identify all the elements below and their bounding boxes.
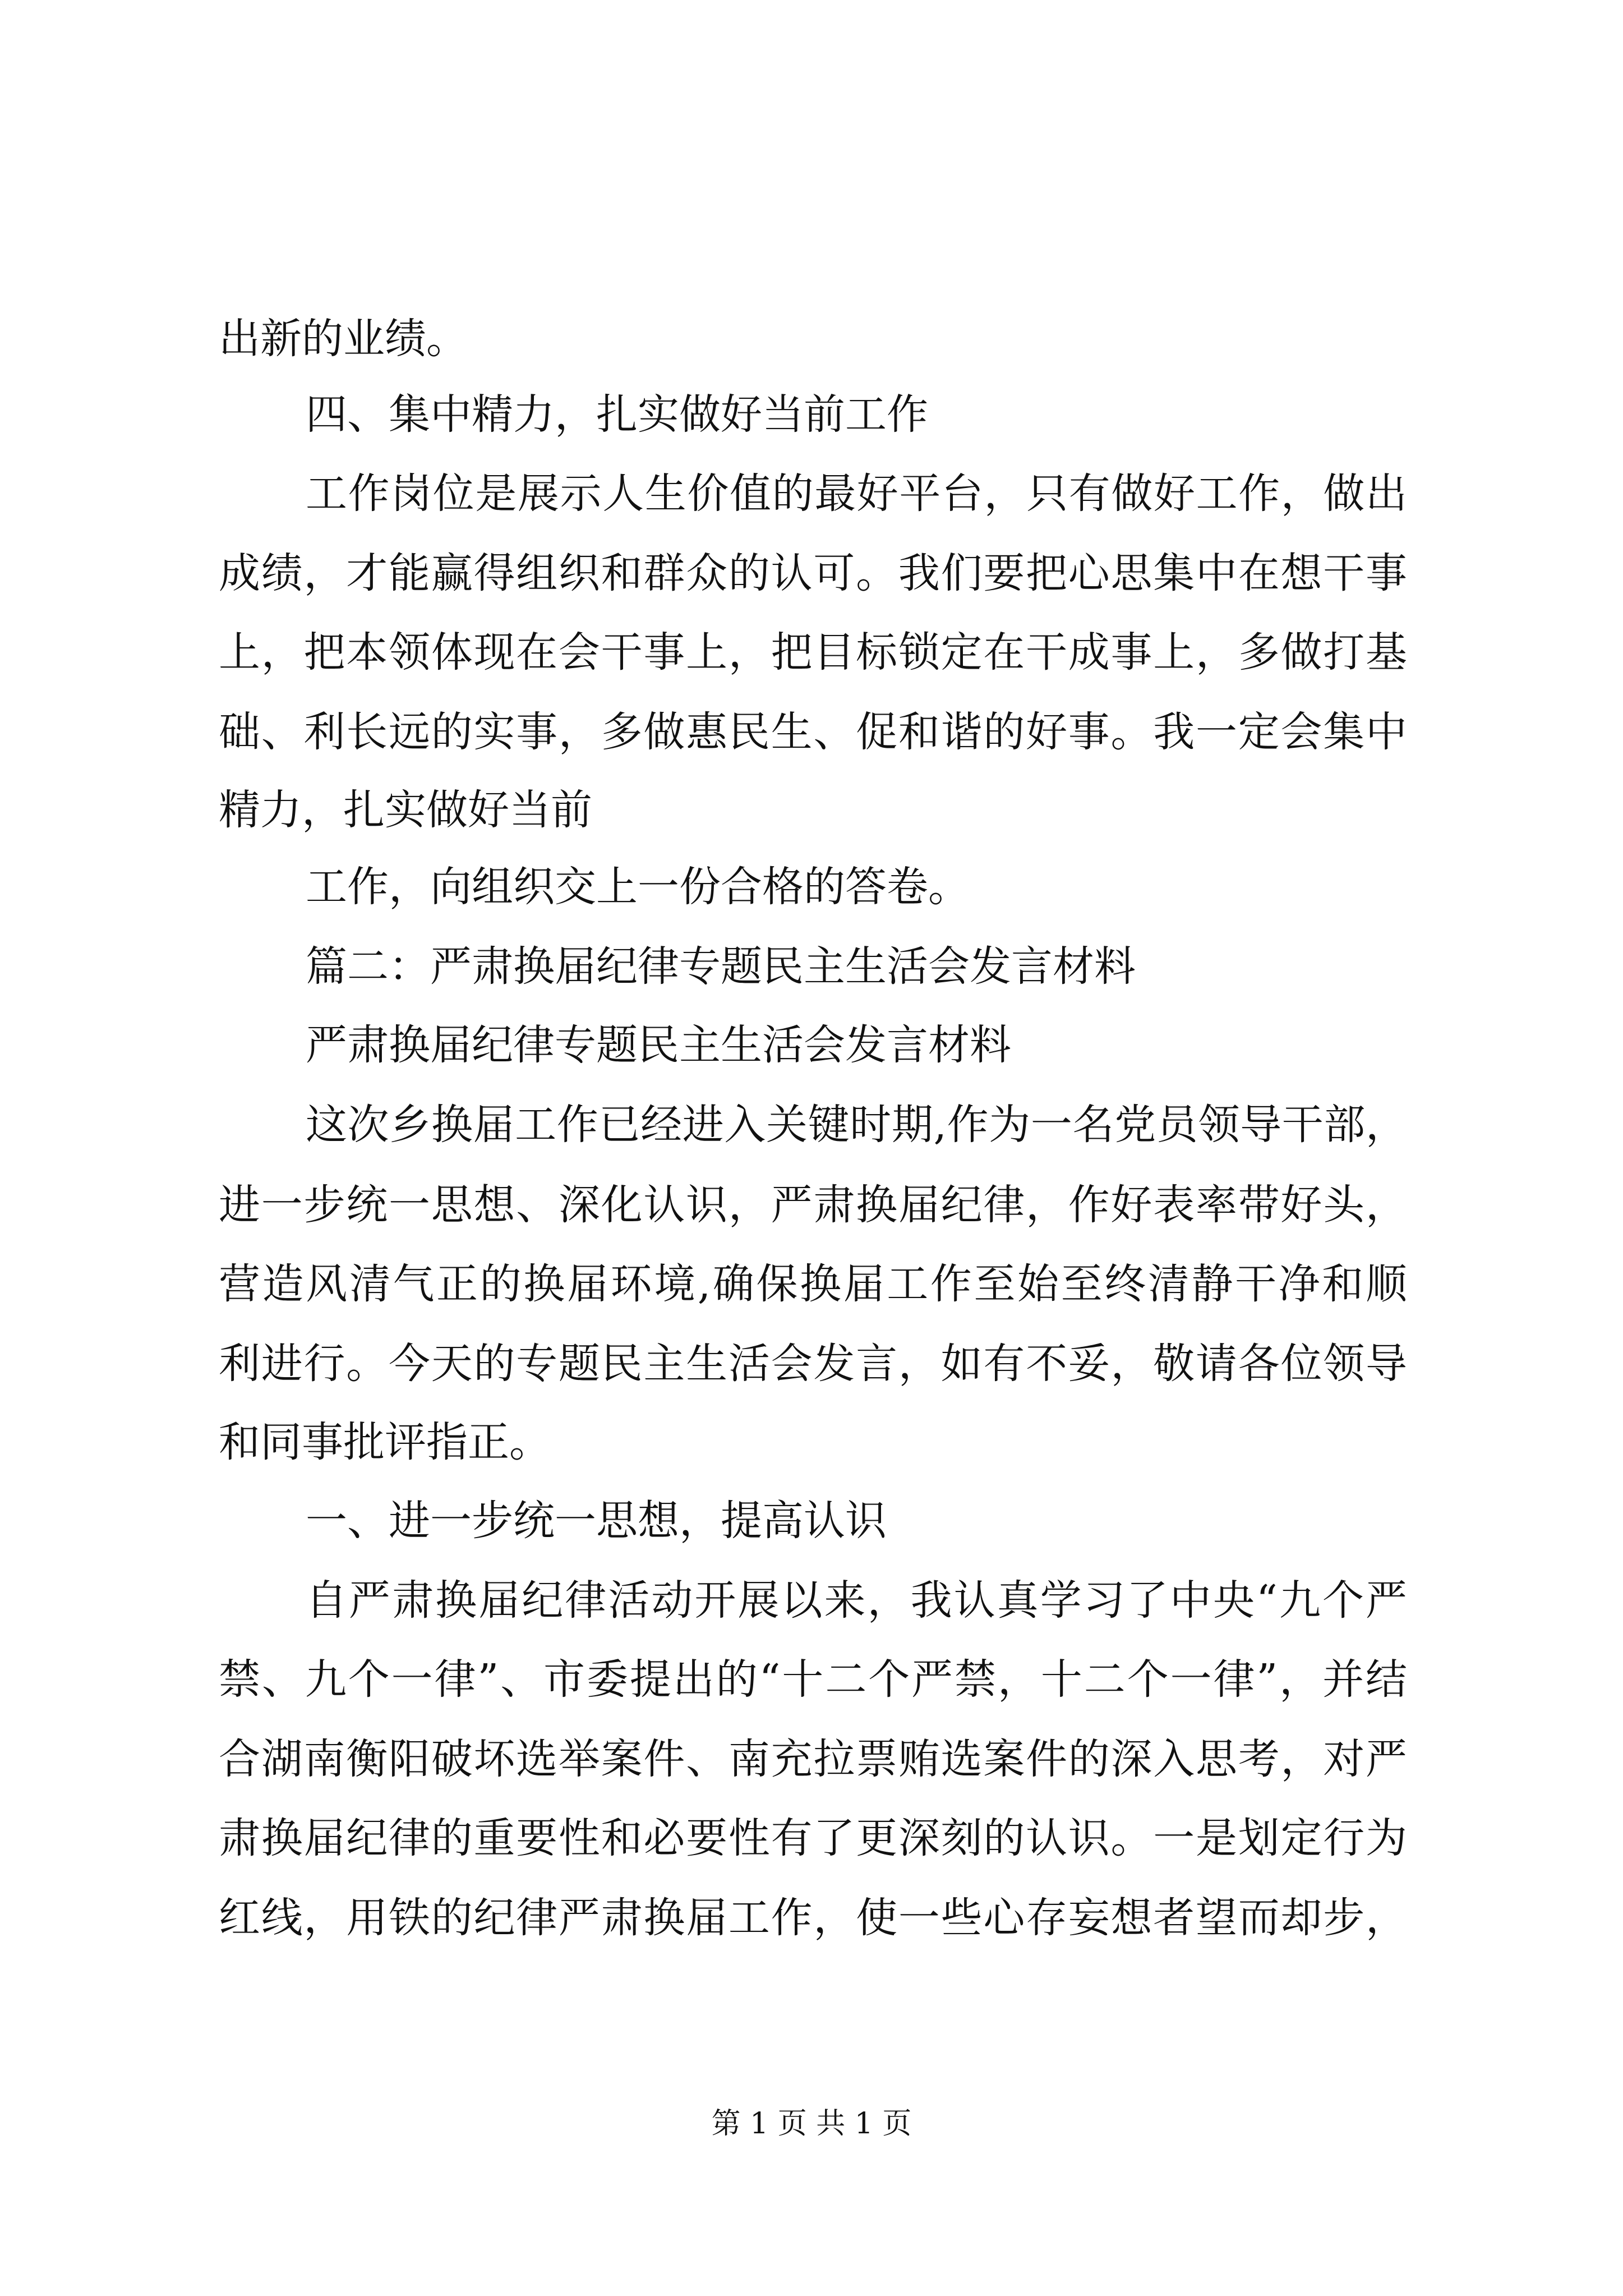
body-text-line: 成绩，才能赢得组织和群众的认可。我们要把心思集中在想干事	[219, 549, 1407, 597]
body-text-line: 精力，扎实做好当前	[219, 786, 592, 834]
page-footer: 第 1 页 共 1 页	[711, 2107, 912, 2141]
body-text-line: 础、利长远的实事，多做惠民生、促和谐的好事。我一定会集中	[219, 708, 1407, 756]
section-heading: 四、集中精力，扎实做好当前工作	[306, 390, 928, 439]
article-subtitle: 严肃换届纪律专题民主生活会发言材料	[306, 1021, 1011, 1069]
body-text-line: 上，把本领体现在会干事上，把目标锁定在干成事上，多做打基	[219, 628, 1407, 677]
body-text-line: 自严肃换届纪律活动开展以来，我认真学习了中央“九个严	[306, 1576, 1407, 1625]
body-text-line: 利进行。今天的专题民主生活会发言，如有不妥，敬请各位领导	[219, 1340, 1407, 1388]
body-text-line: 工作，向组织交上一份合格的答卷。	[306, 863, 970, 911]
body-text-line: 进一步统一思想、深化认识，严肃换届纪律，作好表率带好头，	[219, 1181, 1407, 1229]
body-text-line: 营造风清气正的换届环境,确保换届工作至始至终清静干净和顺	[219, 1260, 1407, 1308]
section-heading: 一、进一步统一思想，提高认识	[306, 1497, 887, 1545]
body-text-line: 红线，用铁的纪律严肃换届工作，使一些心存妄想者望而却步，	[219, 1894, 1407, 1942]
body-text-line: 工作岗位是展示人生价值的最好平台，只有做好工作，做出	[306, 470, 1407, 518]
article-title: 篇二：严肃换届纪律专题民主生活会发言材料	[306, 942, 1136, 991]
body-text-line: 和同事批评指正。	[219, 1418, 551, 1466]
body-text-line: 合湖南衡阳破坏选举案件、南充拉票贿选案件的深入思考，对严	[219, 1735, 1407, 1783]
body-text-line: 这次乡换届工作已经进入关键时期,作为一名党员领导干部，	[306, 1101, 1407, 1149]
body-text-line: 禁、九个一律”、市委提出的“十二个严禁，十二个一律”，并结	[219, 1655, 1407, 1704]
body-text-line: 出新的业绩。	[219, 315, 468, 363]
body-text-line: 肃换届纪律的重要性和必要性有了更深刻的认识。一是划定行为	[219, 1814, 1407, 1862]
